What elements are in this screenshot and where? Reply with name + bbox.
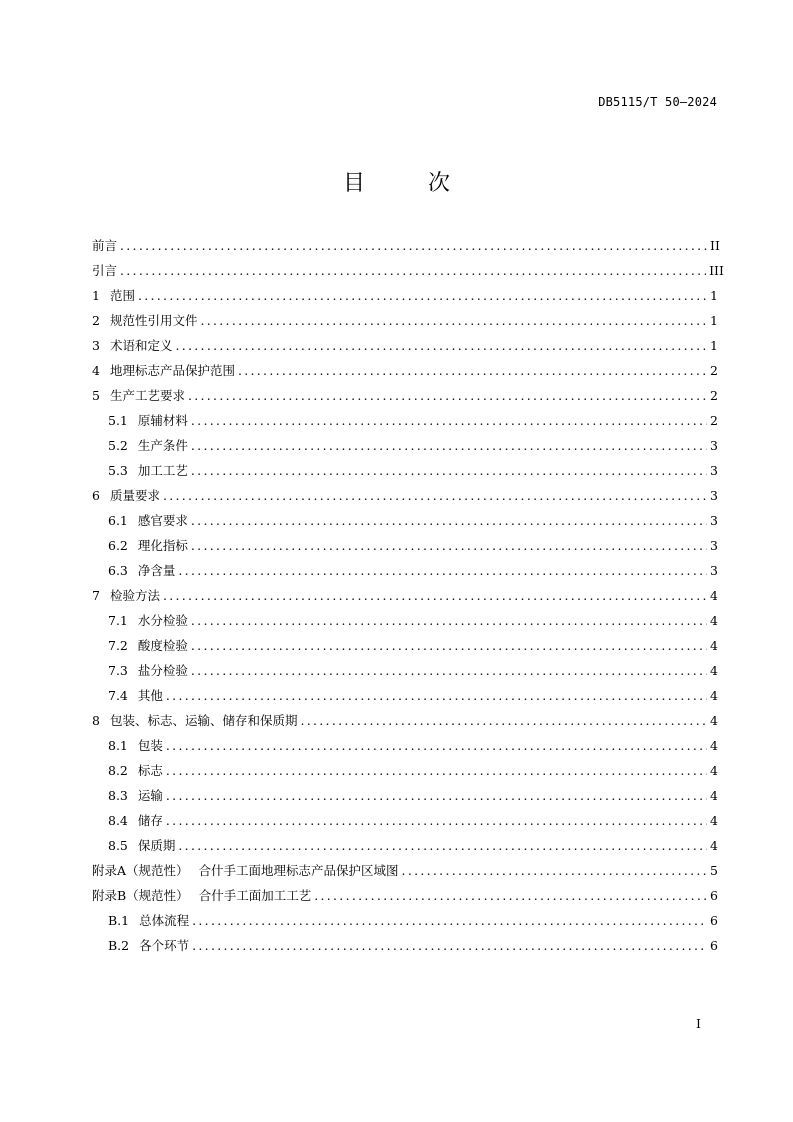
toc-entry-page: 6 <box>710 913 718 928</box>
toc-entry-label: 生产条件 <box>137 438 188 453</box>
toc-entry[interactable] <box>92 558 716 583</box>
page-number: I <box>696 1016 701 1031</box>
toc-entry-page: 3 <box>710 463 718 478</box>
toc-dot-leader <box>192 908 707 933</box>
toc-entry-label: 生产工艺要求 <box>109 388 185 403</box>
toc-entry-page: 1 <box>710 288 718 303</box>
toc-dot-leader <box>191 658 707 683</box>
toc-dot-leader <box>314 883 707 908</box>
toc-entry-page: 1 <box>710 338 718 353</box>
toc-entry-label: 运输 <box>137 788 163 803</box>
toc-entry-number: 4 <box>92 363 100 378</box>
toc-entry-number: 7.3 <box>108 663 128 678</box>
toc-entry-label: 水分检验 <box>137 613 188 628</box>
toc-entry-page: 4 <box>710 638 718 653</box>
toc-dot-leader <box>191 458 707 483</box>
toc-entry-page: 6 <box>710 888 718 903</box>
toc-entry[interactable] <box>92 733 716 758</box>
table-of-contents <box>92 233 724 958</box>
toc-entry-label: 合什手工面地理标志产品保护区域图 <box>198 863 399 878</box>
toc-dot-leader <box>166 808 707 833</box>
toc-dot-leader <box>191 633 707 658</box>
toc-entry-label: 合什手工面加工工艺 <box>198 888 312 903</box>
toc-dot-leader <box>120 233 707 258</box>
toc-entry[interactable] <box>92 658 716 683</box>
toc-entry-number: 6.3 <box>108 563 128 578</box>
toc-entry-number: 2 <box>92 313 100 328</box>
toc-dot-leader <box>191 508 707 533</box>
toc-entry-label: 地理标志产品保护范围 <box>109 363 235 378</box>
toc-entry-label: 理化指标 <box>137 538 188 553</box>
toc-dot-leader <box>163 583 707 608</box>
toc-entry[interactable] <box>92 583 716 608</box>
toc-entry-label: 引言 <box>92 263 118 278</box>
toc-entry-page: 2 <box>710 413 718 428</box>
toc-entry[interactable] <box>92 358 716 383</box>
toc-entry[interactable] <box>92 683 716 708</box>
toc-entry-label: 术语和定义 <box>109 338 173 353</box>
toc-entry-label: 质量要求 <box>109 488 160 503</box>
toc-dot-leader <box>175 333 707 358</box>
toc-entry-label: 其他 <box>137 688 163 703</box>
toc-entry-number: 8 <box>92 713 100 728</box>
toc-entry[interactable] <box>92 608 716 633</box>
toc-entry[interactable] <box>92 433 716 458</box>
toc-entry-number: B.2 <box>108 938 130 953</box>
toc-entry-label: 净含量 <box>137 563 176 578</box>
toc-dot-leader <box>192 933 707 958</box>
toc-dot-leader <box>166 683 707 708</box>
toc-dot-leader <box>163 483 707 508</box>
toc-entry-number: 1 <box>92 288 100 303</box>
toc-entry-page: 3 <box>710 513 718 528</box>
toc-dot-leader <box>120 258 706 283</box>
toc-dot-leader <box>166 758 707 783</box>
toc-entry[interactable] <box>92 883 716 908</box>
toc-entry-number: 6.1 <box>108 513 128 528</box>
toc-entry-label: 盐分检验 <box>137 663 188 678</box>
toc-entry-page: II <box>710 238 720 253</box>
toc-dot-leader <box>191 408 707 433</box>
toc-entry-page: 3 <box>710 438 718 453</box>
toc-entry-label: 包装、标志、运输、储存和保质期 <box>109 713 298 728</box>
toc-entry-page: 2 <box>710 388 718 403</box>
toc-entry-number: 7.2 <box>108 638 128 653</box>
toc-dot-leader <box>191 433 707 458</box>
toc-entry-page: 4 <box>710 688 718 703</box>
toc-entry-page: III <box>709 263 724 278</box>
toc-dot-leader <box>138 283 707 308</box>
toc-entry[interactable] <box>92 758 716 783</box>
toc-dot-leader <box>178 558 707 583</box>
toc-entry-label: 规范性引用文件 <box>109 313 198 328</box>
document-code: DB5115/T 50—2024 <box>598 95 717 109</box>
toc-entry[interactable] <box>92 708 716 733</box>
toc-entry-page: 6 <box>710 938 718 953</box>
toc-dot-leader <box>200 308 707 333</box>
toc-entry[interactable] <box>92 933 716 958</box>
toc-entry-label: 各个环节 <box>139 938 190 953</box>
toc-entry-label: 范围 <box>109 288 135 303</box>
toc-entry-page: 4 <box>710 663 718 678</box>
toc-entry-label: 加工工艺 <box>137 463 188 478</box>
toc-entry[interactable] <box>92 308 716 333</box>
toc-entry[interactable] <box>92 833 716 858</box>
toc-dot-leader <box>166 783 707 808</box>
toc-entry[interactable] <box>92 508 716 533</box>
toc-entry[interactable] <box>92 483 716 508</box>
toc-entry-label: 前言 <box>92 238 118 253</box>
toc-entry-number: 8.1 <box>108 738 128 753</box>
toc-entry-page: 4 <box>710 713 718 728</box>
toc-entry-label: 酸度检验 <box>137 638 188 653</box>
toc-entry-page: 4 <box>710 588 718 603</box>
toc-entry[interactable] <box>92 258 724 283</box>
toc-entry-number: 5.3 <box>108 463 128 478</box>
toc-entry-label: 包装 <box>137 738 163 753</box>
toc-entry-page: 3 <box>710 538 718 553</box>
toc-dot-leader <box>166 733 707 758</box>
toc-entry[interactable] <box>92 858 716 883</box>
toc-entry-number: B.1 <box>108 913 130 928</box>
toc-entry-page: 4 <box>710 763 718 778</box>
toc-entry-label: 总体流程 <box>139 913 190 928</box>
toc-entry-number: 5.2 <box>108 438 128 453</box>
toc-dot-leader <box>191 533 707 558</box>
toc-entry[interactable] <box>92 408 716 433</box>
toc-entry[interactable] <box>92 633 716 658</box>
toc-entry-number: 7.4 <box>108 688 128 703</box>
toc-entry-label: 感官要求 <box>137 513 188 528</box>
toc-entry-label: 保质期 <box>137 838 176 853</box>
toc-entry[interactable] <box>92 908 716 933</box>
toc-entry[interactable] <box>92 458 716 483</box>
toc-entry-number: 8.2 <box>108 763 128 778</box>
toc-entry-number: 8.4 <box>108 813 128 828</box>
toc-dot-leader <box>300 708 707 733</box>
toc-entry[interactable] <box>92 383 716 408</box>
toc-entry-label: 检验方法 <box>109 588 160 603</box>
toc-entry-page: 4 <box>710 788 718 803</box>
toc-entry[interactable] <box>92 283 716 308</box>
toc-entry-number: 6 <box>92 488 100 503</box>
toc-entry-number: 3 <box>92 338 100 353</box>
toc-entry-number: 6.2 <box>108 538 128 553</box>
toc-dot-leader <box>191 608 707 633</box>
toc-entry-number: 5.1 <box>108 413 128 428</box>
toc-entry-label: 储存 <box>137 813 163 828</box>
toc-entry[interactable] <box>92 533 716 558</box>
toc-entry[interactable] <box>92 233 720 258</box>
toc-dot-leader <box>238 358 707 383</box>
toc-entry-label: 原辅材料 <box>137 413 188 428</box>
toc-entry-page: 4 <box>710 613 718 628</box>
toc-entry-page: 1 <box>710 313 718 328</box>
toc-entry-page: 2 <box>710 363 718 378</box>
toc-entry-page: 3 <box>710 563 718 578</box>
toc-entry-number: 8.3 <box>108 788 128 803</box>
toc-entry-page: 3 <box>710 488 718 503</box>
toc-entry[interactable] <box>92 783 716 808</box>
toc-entry-page: 4 <box>710 813 718 828</box>
toc-dot-leader <box>178 833 707 858</box>
toc-dot-leader <box>188 383 707 408</box>
toc-entry-page: 4 <box>710 738 718 753</box>
toc-entry-page: 4 <box>710 838 718 853</box>
toc-entry-number: 附录B（规范性） <box>92 888 189 903</box>
toc-entry-number: 7.1 <box>108 613 128 628</box>
toc-entry-number: 附录A（规范性） <box>92 863 189 878</box>
page-title: 目 次 <box>343 171 478 196</box>
toc-entry-page: 5 <box>710 863 718 878</box>
toc-entry-number: 8.5 <box>108 838 128 853</box>
toc-entry-number: 7 <box>92 588 100 603</box>
toc-entry[interactable] <box>92 333 716 358</box>
toc-entry-label: 标志 <box>137 763 163 778</box>
toc-dot-leader <box>402 858 707 883</box>
toc-entry-number: 5 <box>92 388 100 403</box>
toc-entry[interactable] <box>92 808 716 833</box>
